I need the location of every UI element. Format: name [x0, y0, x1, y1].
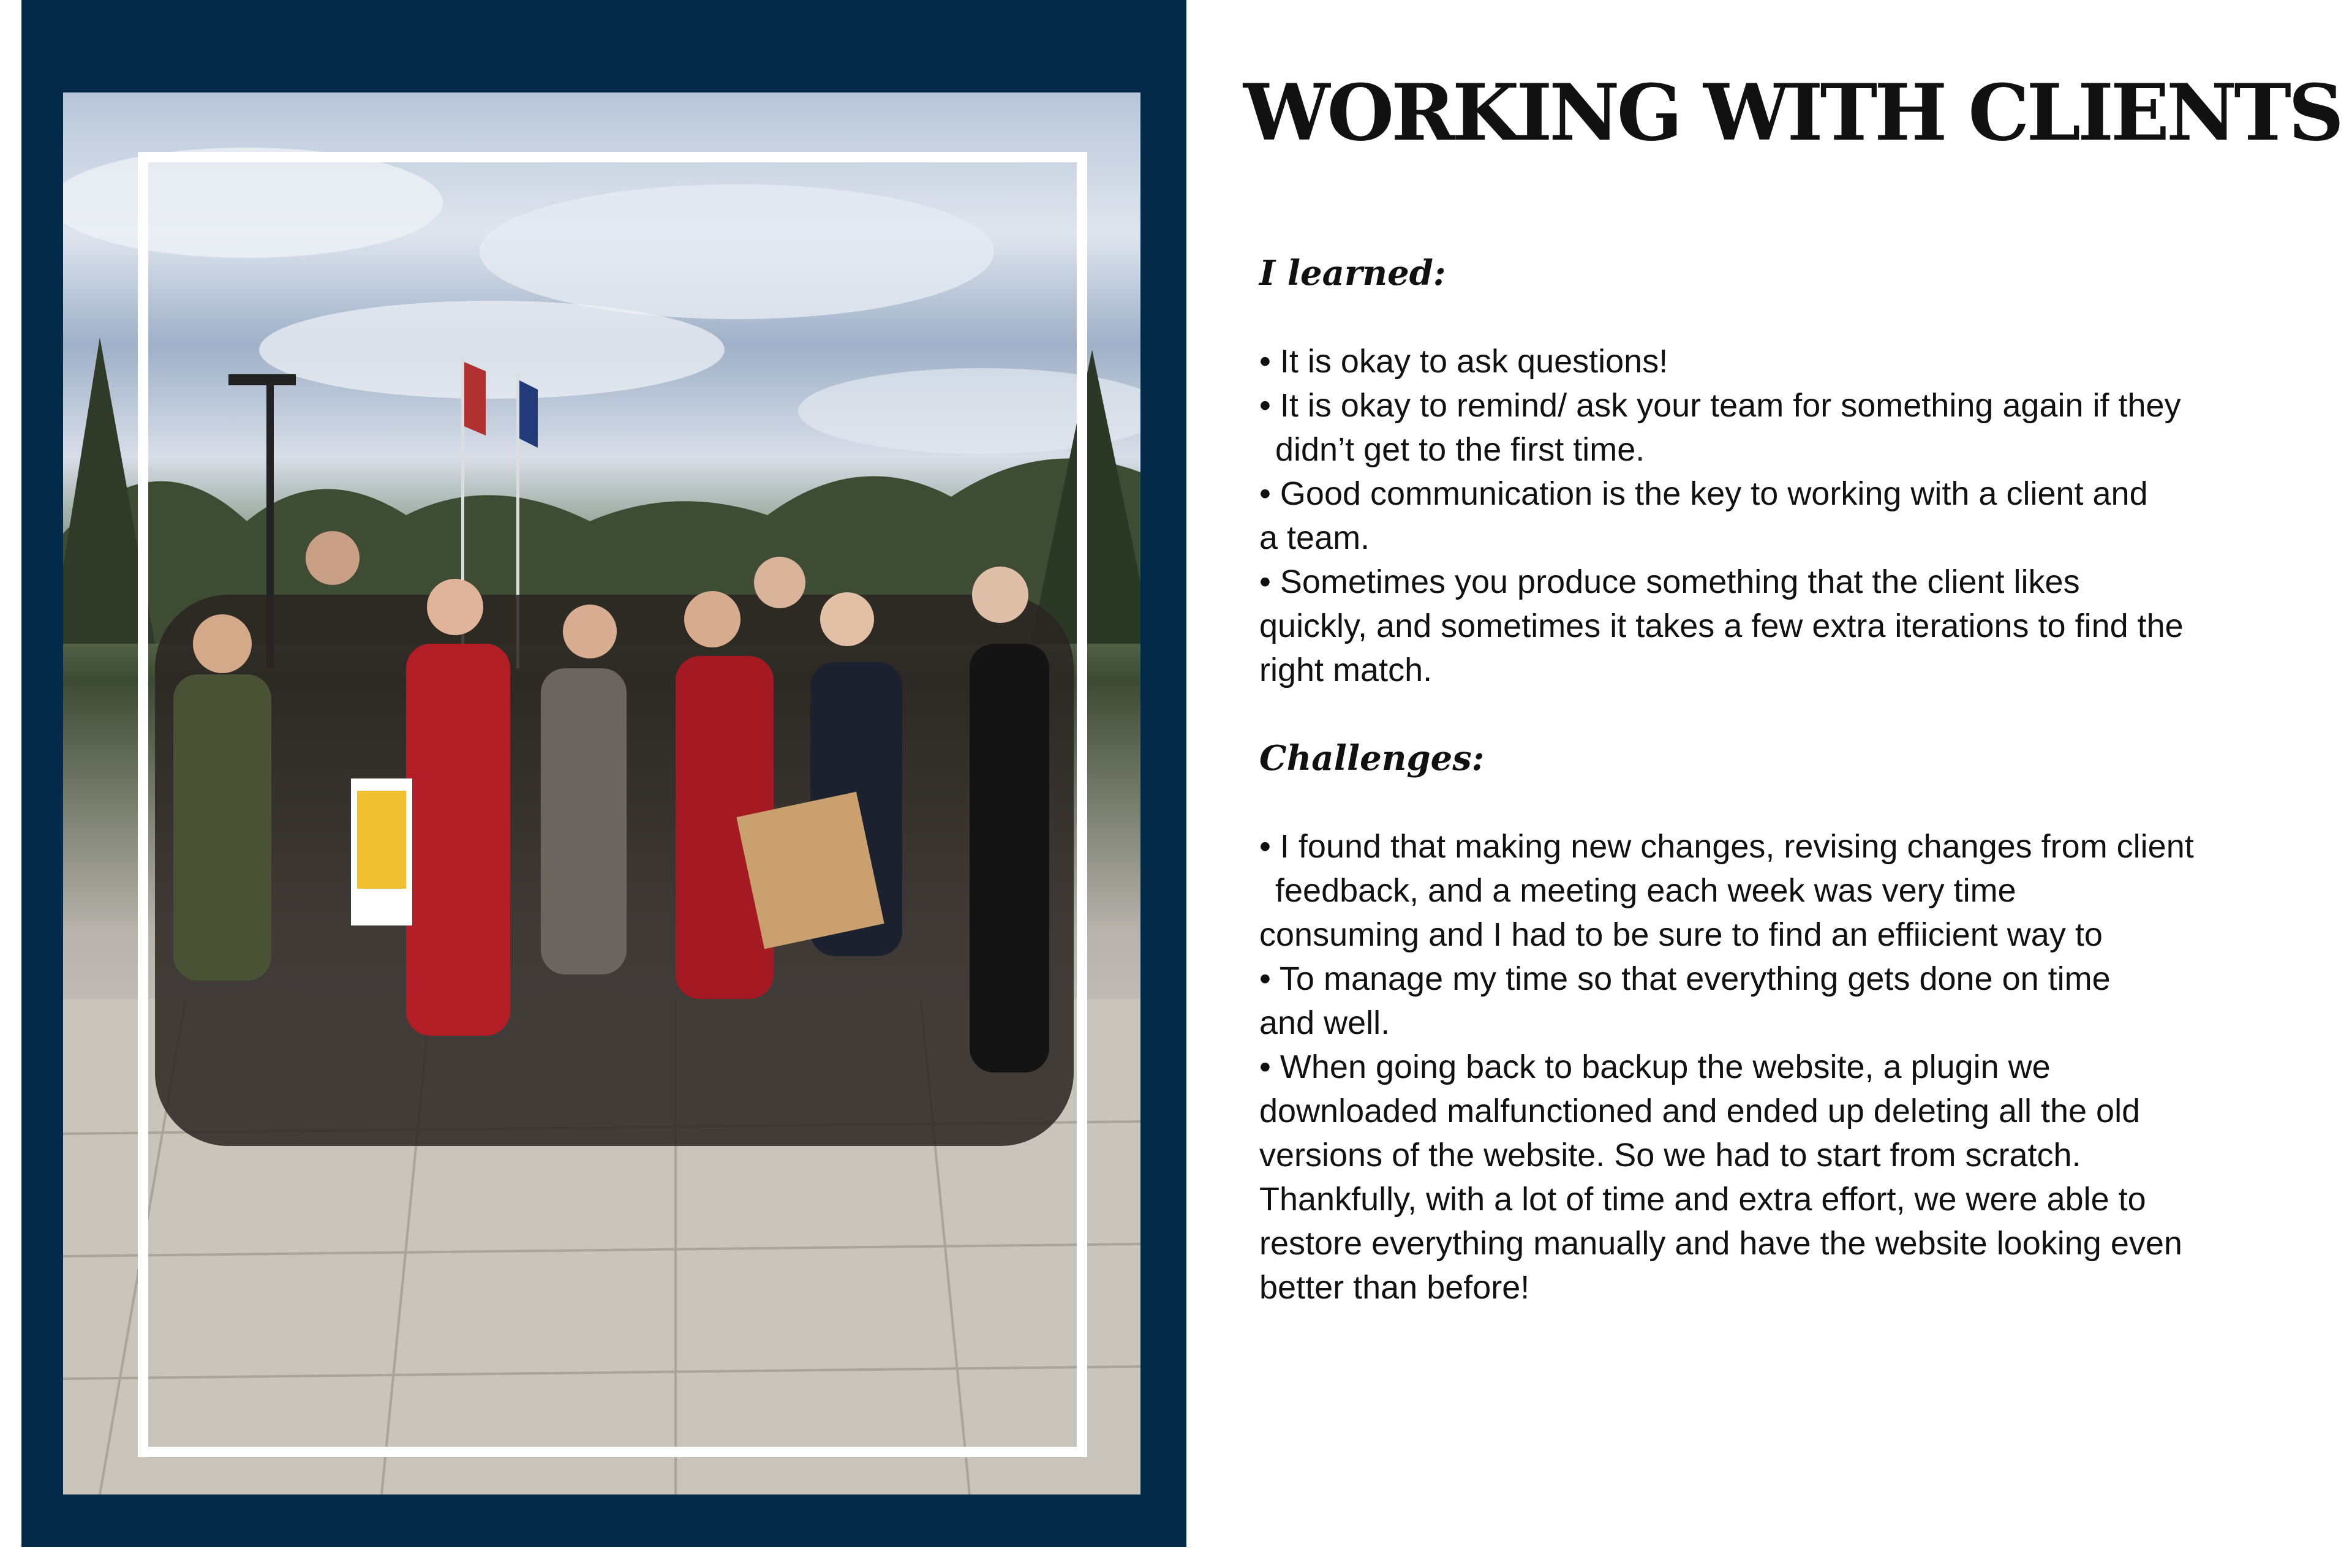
- learned-line: • It is okay to remind/ ask your team for something again if they: [1259, 387, 2181, 424]
- challenges-line: • I found that making new changes, revising changes from client: [1259, 828, 2194, 865]
- photo-white-frame: [138, 152, 1087, 1457]
- challenges-line: • To manage my time so that everything gets done on time: [1259, 960, 2111, 997]
- challenges-line: • When going back to backup the website, a plugin we: [1259, 1049, 2051, 1085]
- learned-line: didn’t get to the first time.: [1275, 431, 1645, 468]
- challenges-line: restore everything manually and have the website looking even: [1259, 1225, 2182, 1262]
- learned-line: a team.: [1259, 519, 1370, 556]
- spacer: [1259, 692, 2325, 736]
- text-content: [1259, 251, 2325, 1310]
- learned-line: • Sometimes you produce something that the client likes: [1259, 564, 2080, 600]
- group-photo: [63, 92, 1140, 1494]
- challenges-line: and well.: [1259, 1005, 1390, 1041]
- learned-line: • It is okay to ask questions!: [1259, 343, 1668, 380]
- learned-line: • Good communication is the key to working with a client and: [1259, 475, 2148, 512]
- page-title: WORKING WITH CLIENTS: [1243, 67, 2341, 158]
- learned-line: quickly, and sometimes it takes a few extra iterations to find the: [1259, 608, 2184, 644]
- challenges-heading: Challenges:: [1259, 738, 1485, 778]
- learned-heading: I learned:: [1259, 253, 1446, 293]
- challenges-line: Thankfully, with a lot of time and extra effort, we were able to: [1259, 1181, 2146, 1218]
- spacer: [1259, 780, 2325, 824]
- challenges-line: feedback, and a meeting each week was very time: [1275, 872, 2016, 909]
- challenges-line: downloaded malfunctioned and ended up deleting all the old: [1259, 1093, 2141, 1129]
- challenges-line: versions of the website. So we had to start from scratch.: [1259, 1137, 2081, 1174]
- challenges-line: better than before!: [1259, 1269, 1530, 1306]
- spacer: [1259, 295, 2325, 339]
- challenges-line: consuming and I had to be sure to find an effiicient way to: [1259, 916, 2103, 953]
- learned-line: right match.: [1259, 652, 1433, 688]
